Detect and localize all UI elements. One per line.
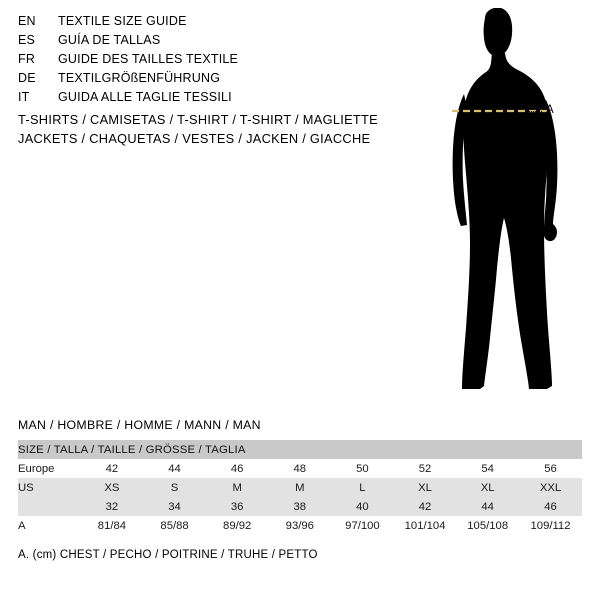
row-value: 46	[206, 459, 269, 478]
male-silhouette	[400, 8, 600, 408]
row-value: XS	[81, 478, 144, 497]
category-list	[18, 110, 438, 148]
row-value: M	[206, 478, 269, 497]
measure-leader-line	[529, 111, 542, 112]
row-value: 97/100	[331, 516, 394, 535]
row-value: 54	[456, 459, 519, 478]
row-label	[18, 497, 81, 516]
row-value: S	[143, 478, 206, 497]
size-table-wrapper	[18, 440, 582, 535]
row-value: 101/104	[394, 516, 457, 535]
row-value: L	[331, 478, 394, 497]
table-header-row	[18, 440, 582, 459]
language-row	[18, 90, 378, 109]
measure-label-a: A	[546, 104, 555, 116]
row-value: 50	[331, 459, 394, 478]
language-row	[18, 71, 378, 90]
row-value: 34	[143, 497, 206, 516]
row-value: 44	[143, 459, 206, 478]
table-row	[18, 459, 582, 478]
table-row	[18, 516, 582, 535]
row-value: XXL	[519, 478, 582, 497]
language-code: ES	[18, 33, 36, 47]
row-value: 81/84	[81, 516, 144, 535]
row-label: Europe	[18, 459, 81, 478]
table-row	[18, 478, 582, 497]
row-value: 52	[394, 459, 457, 478]
language-text: TEXTILGRÖßENFÜHRUNG	[58, 71, 221, 85]
language-list	[18, 14, 378, 109]
table-group-title: MAN / HOMBRE / HOMME / MANN / MAN	[18, 418, 261, 432]
row-value: 42	[394, 497, 457, 516]
row-value: 48	[269, 459, 332, 478]
row-value: 85/88	[143, 516, 206, 535]
language-row	[18, 52, 378, 71]
row-value: 109/112	[519, 516, 582, 535]
category-jackets: JACKETS / CHAQUETAS / VESTES / JACKEN / GIACCHE	[18, 131, 371, 146]
row-value: 93/96	[269, 516, 332, 535]
language-code: FR	[18, 52, 36, 66]
row-value: 32	[81, 497, 144, 516]
row-label: A	[18, 516, 81, 535]
row-value: 56	[519, 459, 582, 478]
row-value: XL	[394, 478, 457, 497]
row-value: XL	[456, 478, 519, 497]
row-value: 44	[456, 497, 519, 516]
size-table	[18, 440, 582, 535]
language-code: EN	[18, 14, 36, 28]
language-text: GUIDE DES TAILLES TEXTILE	[58, 52, 239, 66]
language-row	[18, 14, 378, 33]
language-text: GUÍA DE TALLAS	[58, 33, 161, 47]
row-value: 42	[81, 459, 144, 478]
row-value: 89/92	[206, 516, 269, 535]
language-code: IT	[18, 90, 30, 104]
language-text: GUIDA ALLE TAGLIE TESSILI	[58, 90, 232, 104]
category-tshirts: T-SHIRTS / CAMISETAS / T-SHIRT / T-SHIRT / MAGLIETTE	[18, 112, 378, 127]
table-footnote: A. (cm) CHEST / PECHO / POITRINE / TRUHE / PETTO	[18, 549, 318, 561]
table-row	[18, 497, 582, 516]
row-value: M	[269, 478, 332, 497]
language-code: DE	[18, 71, 36, 85]
row-value: 36	[206, 497, 269, 516]
row-value: 38	[269, 497, 332, 516]
row-value: 40	[331, 497, 394, 516]
row-value: 105/108	[456, 516, 519, 535]
row-value: 46	[519, 497, 582, 516]
language-row	[18, 33, 378, 52]
language-text: TEXTILE SIZE GUIDE	[58, 14, 187, 28]
table-header-label: SIZE / TALLA / TAILLE / GRÖSSE / TAGLIA	[18, 440, 582, 459]
row-label: US	[18, 478, 81, 497]
